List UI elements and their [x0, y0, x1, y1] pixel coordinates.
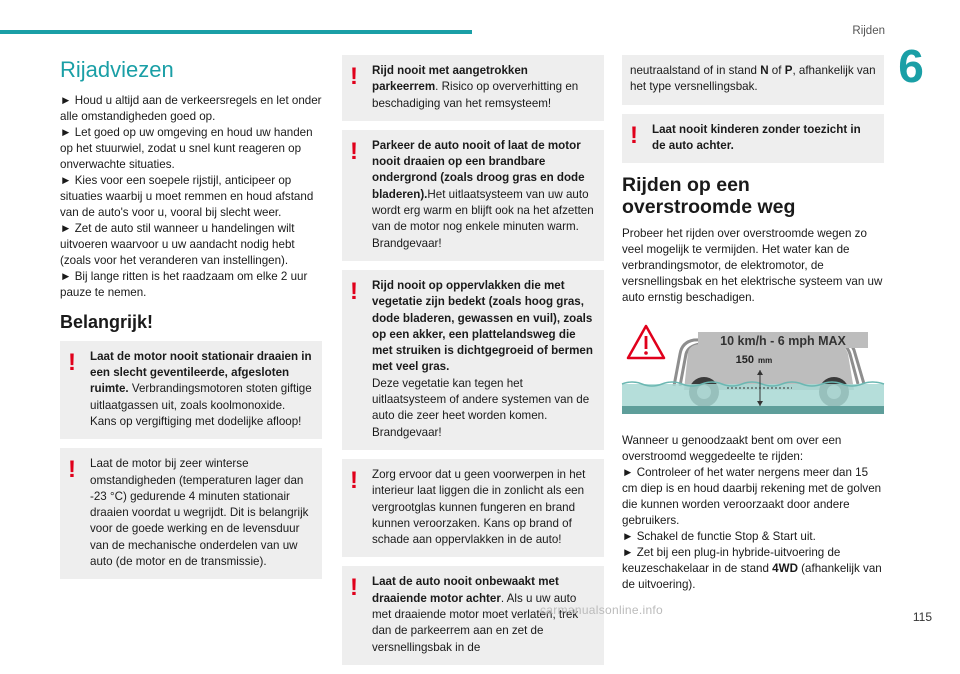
warning-box: [60, 448, 322, 579]
depth-unit: mm: [758, 356, 773, 366]
warning-box: [342, 55, 604, 121]
warning-bold: Laat de motor nooit stationair draaien in een slecht geventileerde, afgesloten ruimte.: [90, 349, 312, 396]
warning-text: Verbrandingsmotoren stoten giftige uitlaatgassen uit, zoals koolmonoxide. Kans op vergiftiging met dodelijke afloop!: [90, 382, 312, 428]
flooded-step-bold: 4WD: [772, 562, 798, 576]
warning-box: [342, 130, 604, 261]
flooded-road-heading: Rijden op een overstroomde weg: [622, 174, 796, 218]
flooded-instructions-intro: Wanneer u genoodzaakt bent om over een overstroomd weggedeelte te rijden:: [622, 434, 842, 464]
warning-text: Laat de motor bij zeer winterse omstandigheden (temperaturen lager dan -23 °C) gedurende 4 minuten stationair draaien voordat u wegrijdt. Dit is belangrijk voor de goede werking en de levensduur van de mechanische onderdelen van uw auto (de motor en de transmissie).: [90, 457, 309, 569]
exclamation-icon: !: [350, 63, 358, 90]
flooded-step: [622, 545, 884, 593]
warning-bold: Laat de auto nooit onbewaakt met draaiende motor achter: [372, 575, 559, 605]
warning-box: [342, 459, 604, 557]
continued-text: neutraalstand of in stand: [630, 64, 761, 77]
warning-box: [342, 270, 604, 450]
gear-p: P: [784, 64, 793, 77]
warning-text: Het uitlaatsysteem van uw auto wordt erg warm en blijft ook na het afzetten van de motor nog enkele minuten warm. Brandgevaar!: [372, 187, 594, 250]
flooded-step: ► Schakel de functie Stop & Start uit.: [622, 530, 816, 544]
speed-label: 10 km/h - 6 mph MAX: [720, 334, 846, 349]
column-2: [342, 55, 604, 674]
advice-bullet: ► Let goed op uw omgeving en houd uw handen op het stuurwiel, zodat u snel kunt reageren op onverwachte situaties.: [60, 126, 313, 171]
flooded-step-text: ► Zet bij een plug-in hybride-uitvoering de keuzeschakelaar in de stand: [622, 546, 841, 576]
exclamation-icon: !: [350, 466, 358, 494]
warning-bold: Rijd nooit met aangetrokken parkeerrem: [372, 64, 528, 94]
continued-box: [622, 55, 884, 105]
chapter-number: 6: [898, 40, 924, 92]
section-label: Rijden: [852, 25, 885, 37]
warning-triangle-icon: [628, 326, 664, 358]
advice-bullet: ► Bij lange ritten is het raadzaam om elke 2 uur pauze te nemen.: [60, 270, 308, 299]
column-3: [622, 55, 884, 593]
flooded-intro: Probeer het rijden over overstroomde wegen zo veel mogelijk te vermijden. Het water kan de verbrandingsmotor, de elektromotor, de versnellingsbak en het elektrische systeem van uw auto ernstig beschadigen.: [622, 227, 883, 305]
advice-bullet: ► Houd u altijd aan de verkeersregels en let onder alle omstandigheden goed op.: [60, 94, 322, 123]
page-title: Rijadviezen: [60, 57, 174, 82]
flooded-step: ► Controleer of het water nergens meer dan 15 cm diep is en houd daarbij rekening met de golven die kunnen worden veroorzaakt door andere gebruikers.: [622, 466, 882, 528]
flooded-step-text: (afhankelijk van de uitvoering).: [622, 562, 882, 592]
warning-bold: Laat nooit kinderen zonder toezicht in de auto achter.: [652, 122, 861, 152]
depth-label: 150: [735, 354, 754, 367]
warning-text: Zorg ervoor dat u geen voorwerpen in het interieur laat liggen die in zonlicht als een vergrootglas kunnen fungeren en brand kunnen veroorzaken. Kans op brand of schade aan oppervlakken in de auto!: [372, 467, 586, 547]
exclamation-icon: !: [68, 348, 76, 376]
warning-box: [60, 341, 322, 439]
exclamation-icon: !: [350, 137, 358, 165]
warning-text: . Als u uw auto met draaiende motor moet verlaten, trek dan de parkeerrem aan en zet de versnellingsbak in de: [372, 591, 579, 654]
page-number: 115: [912, 610, 932, 624]
warning-text: . Risico op oververhitting en beschadiging van het remsysteem!: [372, 80, 579, 110]
gear-n: N: [760, 64, 769, 77]
warning-bold: Parkeer de auto nooit of laat de motor nooit draaien op een brandbare ondergrond (zoals droog gras en dode bladeren).: [372, 138, 585, 201]
warning-text: Deze vegetatie kan tegen het uitlaatsysteem of andere systemen van de auto die zeer heet worden komen. Brandgevaar!: [372, 376, 590, 439]
advice-bullet: ► Kies voor een soepele rijstijl, anticipeer op situaties waarbij u moet remmen en houd afstand van de auto's voor u, vooral bij slecht weer.: [60, 174, 314, 219]
continued-text: , afhankelijk van het type versnellingsbak.: [630, 64, 876, 94]
important-heading: Belangrijk!: [60, 312, 154, 332]
continued-text: of: [768, 64, 785, 77]
watermark: carmanualsonline.info: [540, 603, 664, 617]
warning-box: [622, 114, 884, 164]
exclamation-icon: !: [350, 277, 358, 305]
flooded-road-illustration: [622, 324, 884, 414]
exclamation-icon: !: [68, 456, 76, 484]
exclamation-icon: !: [630, 121, 638, 149]
column-1: [60, 55, 322, 588]
warning-bold: Rijd nooit op oppervlakken die met vegetatie zijn bedekt (zoals hoog gras, dode bladeren, gewassen en vuil), zoals op een akker, een plattelandsweg die met struiken is dichtgegroeid of bermen met veel gras.: [372, 278, 593, 374]
exclamation-icon: !: [350, 574, 358, 602]
advice-bullet: ► Zet de auto stil wanneer u handelingen wilt uitvoeren waarvoor u uw aandacht nodig hebt (zoals voor het veranderen van instellingen).: [60, 222, 295, 267]
header-accent-bar: [0, 30, 472, 34]
